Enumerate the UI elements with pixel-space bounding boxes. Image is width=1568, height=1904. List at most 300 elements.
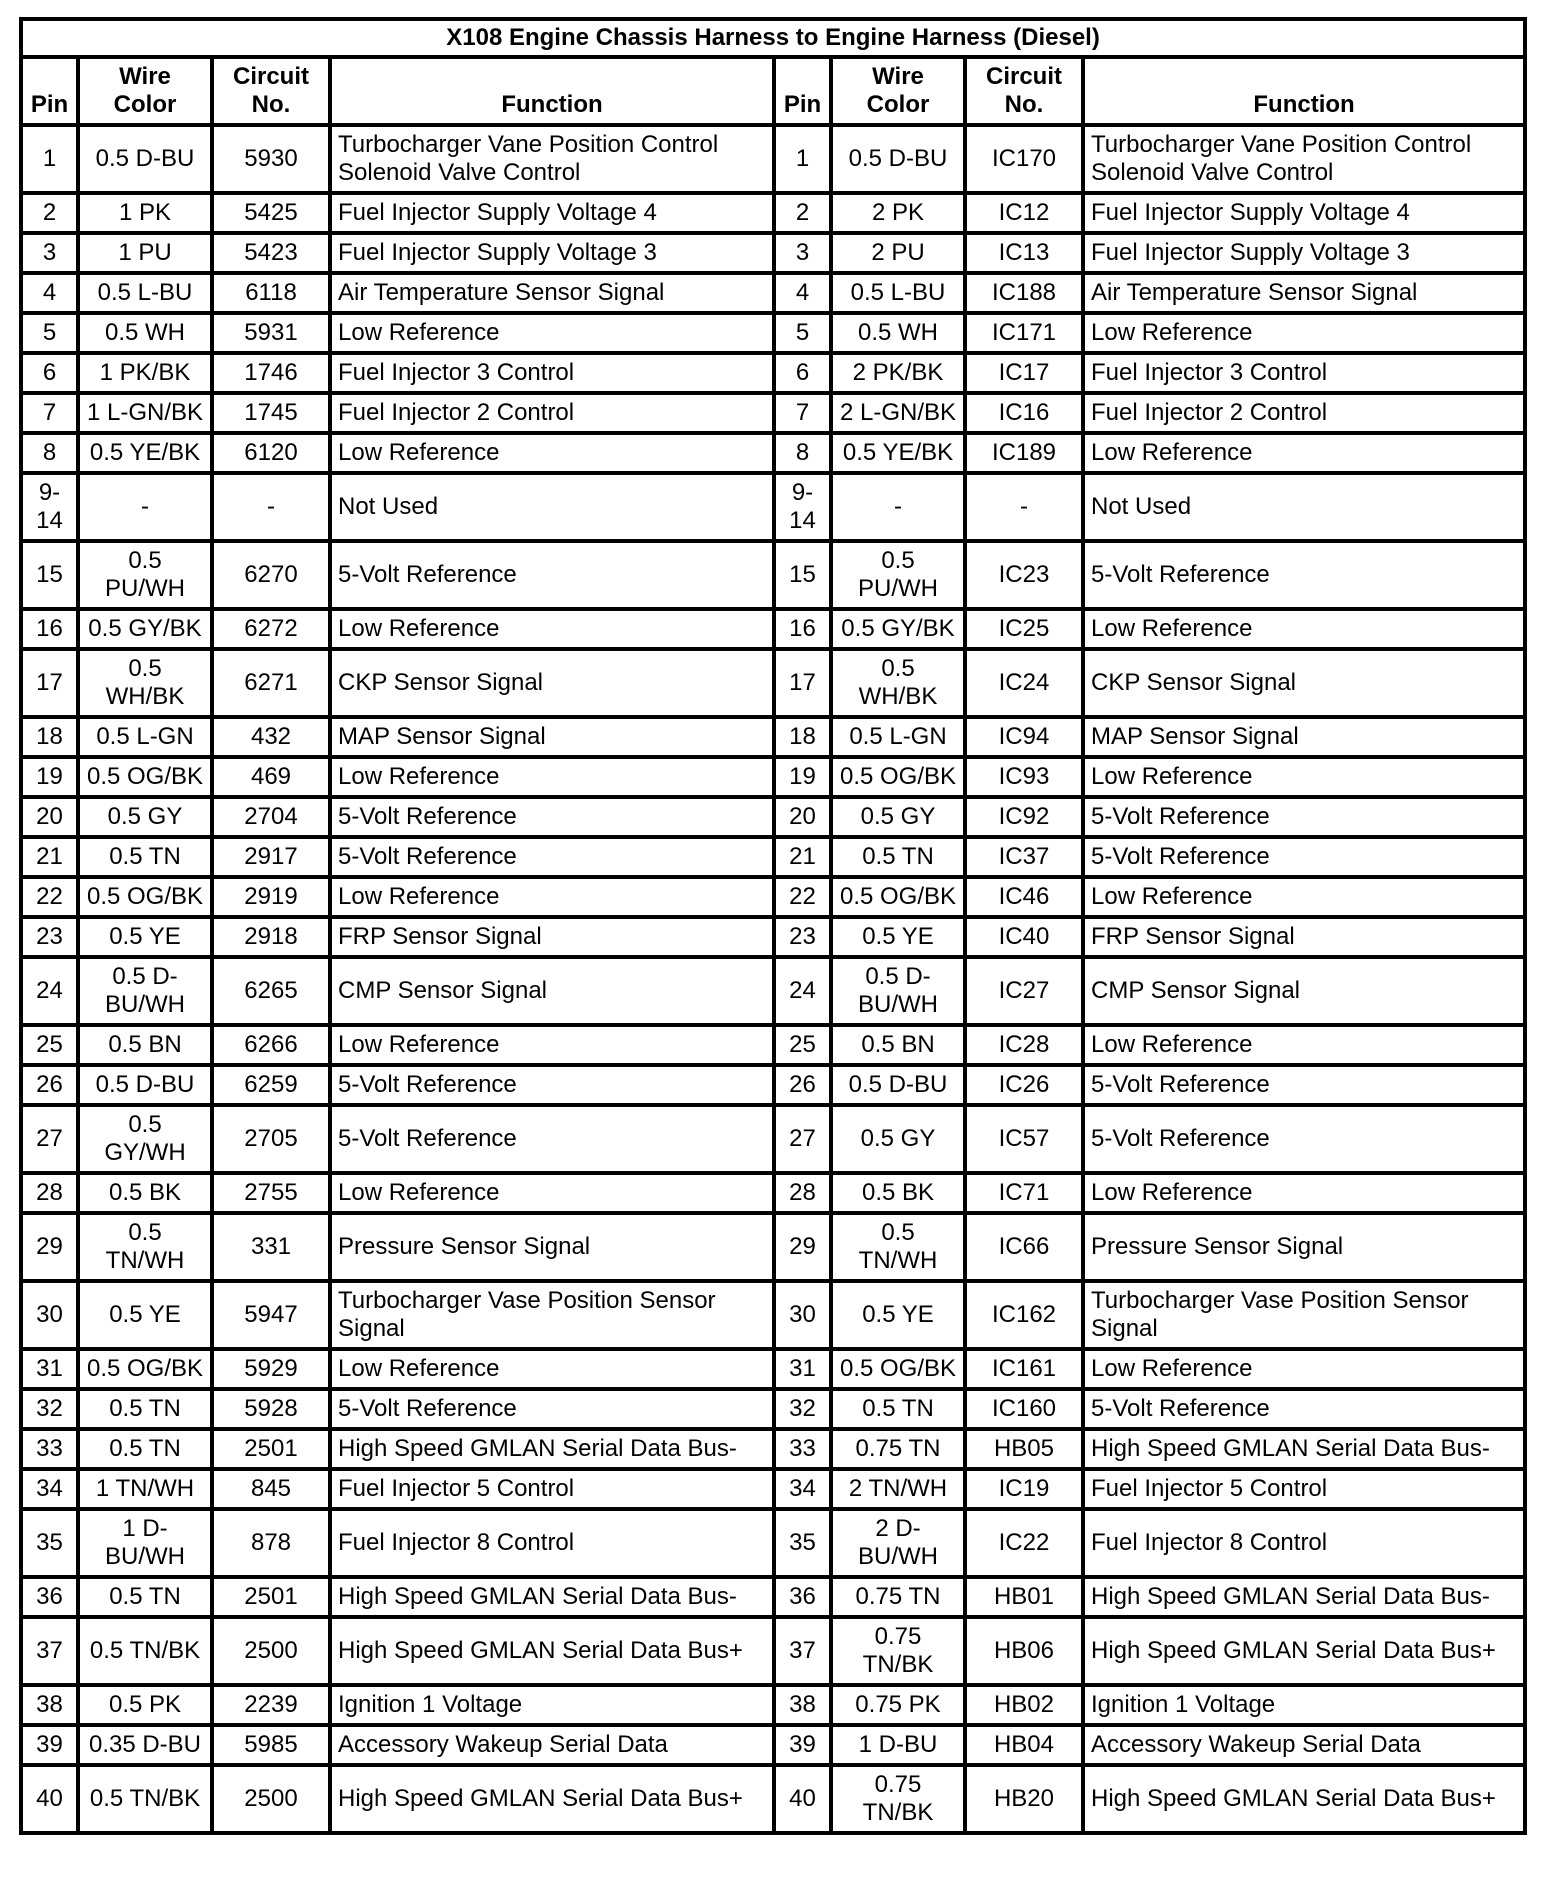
cell-function: Low Reference (1083, 757, 1525, 797)
cell-function: Accessory Wakeup Serial Data (330, 1725, 774, 1765)
cell-circuit-no: HB06 (965, 1617, 1083, 1685)
table-row (21, 1105, 1525, 1173)
cell-pin: 38 (774, 1685, 831, 1725)
cell-pin: 25 (774, 1025, 831, 1065)
cell-wire-color: 0.5 WH (78, 313, 212, 353)
cell-circuit-no: IC27 (965, 957, 1083, 1025)
cell-wire-color: 0.5 TN (78, 1429, 212, 1469)
cell-wire-color: 0.75 TN (831, 1577, 965, 1617)
cell-function: Low Reference (1083, 433, 1525, 473)
cell-pin: 7 (21, 393, 78, 433)
cell-wire-color: 0.75 PK (831, 1685, 965, 1725)
cell-wire-color: 0.75 TN/BK (831, 1617, 965, 1685)
cell-circuit-no: HB20 (965, 1765, 1083, 1833)
cell-function: Turbocharger Vane Position Control Solenoid Valve Control (1083, 125, 1525, 193)
cell-pin: 39 (21, 1725, 78, 1765)
cell-function: Low Reference (330, 1025, 774, 1065)
table-row (21, 313, 1525, 353)
cell-wire-color: 0.5 TN (831, 1389, 965, 1429)
cell-pin: 32 (21, 1389, 78, 1429)
table-row (21, 473, 1525, 541)
cell-circuit-no: 2917 (212, 837, 330, 877)
cell-wire-color: 0.5 GY (78, 797, 212, 837)
cell-function: CMP Sensor Signal (330, 957, 774, 1025)
cell-pin: 15 (774, 541, 831, 609)
table-row (21, 1725, 1525, 1765)
cell-circuit-no: 2705 (212, 1105, 330, 1173)
cell-wire-color: 0.5 WH/BK (78, 649, 212, 717)
header-function: Function (330, 57, 774, 125)
table-row (21, 957, 1525, 1025)
cell-wire-color: 0.5 TN (78, 837, 212, 877)
cell-circuit-no: IC57 (965, 1105, 1083, 1173)
cell-function: 5-Volt Reference (1083, 1389, 1525, 1429)
cell-function: High Speed GMLAN Serial Data Bus- (1083, 1577, 1525, 1617)
cell-circuit-no: IC161 (965, 1349, 1083, 1389)
cell-wire-color: 2 PK/BK (831, 353, 965, 393)
cell-pin: 9-14 (774, 473, 831, 541)
cell-pin: 37 (21, 1617, 78, 1685)
cell-circuit-no: HB05 (965, 1429, 1083, 1469)
cell-function: High Speed GMLAN Serial Data Bus+ (1083, 1765, 1525, 1833)
cell-wire-color: 1 PK (78, 193, 212, 233)
table-row (21, 877, 1525, 917)
cell-pin: 17 (21, 649, 78, 717)
table-body (21, 125, 1525, 1833)
cell-circuit-no: IC13 (965, 233, 1083, 273)
cell-function: CKP Sensor Signal (330, 649, 774, 717)
cell-wire-color: 0.5 TN (78, 1577, 212, 1617)
cell-wire-color: 2 PU (831, 233, 965, 273)
cell-circuit-no: IC17 (965, 353, 1083, 393)
cell-function: Low Reference (330, 1173, 774, 1213)
cell-wire-color: 0.5 OG/BK (78, 877, 212, 917)
cell-wire-color: 0.5 L-BU (831, 273, 965, 313)
cell-pin: 26 (774, 1065, 831, 1105)
cell-circuit-no: 5928 (212, 1389, 330, 1429)
cell-function: Low Reference (330, 609, 774, 649)
cell-pin: 29 (774, 1213, 831, 1281)
table-row (21, 193, 1525, 233)
cell-function: High Speed GMLAN Serial Data Bus+ (330, 1765, 774, 1833)
table-row (21, 353, 1525, 393)
cell-pin: 34 (774, 1469, 831, 1509)
header-function: Function (1083, 57, 1525, 125)
table-row (21, 1349, 1525, 1389)
cell-function: High Speed GMLAN Serial Data Bus- (330, 1429, 774, 1469)
cell-wire-color: 0.5 D-BU (78, 125, 212, 193)
cell-circuit-no: IC26 (965, 1065, 1083, 1105)
cell-circuit-no: IC19 (965, 1469, 1083, 1509)
cell-function: Fuel Injector 2 Control (330, 393, 774, 433)
cell-circuit-no: IC37 (965, 837, 1083, 877)
cell-circuit-no: 2919 (212, 877, 330, 917)
cell-wire-color: 0.5 YE (78, 917, 212, 957)
cell-function: Turbocharger Vase Position Sensor Signal (330, 1281, 774, 1349)
table-row (21, 797, 1525, 837)
table-row (21, 1065, 1525, 1105)
cell-wire-color: 0.5 GY (831, 797, 965, 837)
cell-wire-color: 0.5 D-BU (831, 125, 965, 193)
cell-circuit-no: IC25 (965, 609, 1083, 649)
cell-wire-color: 0.5 D-BU (831, 1065, 965, 1105)
cell-function: MAP Sensor Signal (1083, 717, 1525, 757)
cell-function: 5-Volt Reference (330, 837, 774, 877)
cell-function: High Speed GMLAN Serial Data Bus- (1083, 1429, 1525, 1469)
cell-circuit-no: IC162 (965, 1281, 1083, 1349)
table-row (21, 1389, 1525, 1429)
cell-pin: 30 (774, 1281, 831, 1349)
cell-function: MAP Sensor Signal (330, 717, 774, 757)
cell-function: Low Reference (1083, 1349, 1525, 1389)
cell-function: Air Temperature Sensor Signal (330, 273, 774, 313)
cell-function: 5-Volt Reference (330, 797, 774, 837)
cell-pin: 16 (21, 609, 78, 649)
cell-wire-color: 0.5 TN/BK (78, 1617, 212, 1685)
cell-pin: 37 (774, 1617, 831, 1685)
cell-pin: 18 (21, 717, 78, 757)
cell-function: Not Used (1083, 473, 1525, 541)
cell-pin: 2 (21, 193, 78, 233)
cell-pin: 27 (774, 1105, 831, 1173)
cell-circuit-no: IC66 (965, 1213, 1083, 1281)
cell-function: Low Reference (1083, 1173, 1525, 1213)
cell-pin: 34 (21, 1469, 78, 1509)
cell-pin: 30 (21, 1281, 78, 1349)
cell-circuit-no: 5930 (212, 125, 330, 193)
cell-function: 5-Volt Reference (330, 1105, 774, 1173)
cell-wire-color: 0.5 PU/WH (831, 541, 965, 609)
cell-wire-color: 1 TN/WH (78, 1469, 212, 1509)
cell-pin: 7 (774, 393, 831, 433)
cell-circuit-no: IC16 (965, 393, 1083, 433)
cell-wire-color: 0.5 GY/BK (78, 609, 212, 649)
cell-circuit-no: IC12 (965, 193, 1083, 233)
cell-wire-color: 1 D-BU (831, 1725, 965, 1765)
cell-wire-color: 0.35 D-BU (78, 1725, 212, 1765)
table-row (21, 649, 1525, 717)
cell-function: Fuel Injector 3 Control (330, 353, 774, 393)
cell-pin: 40 (21, 1765, 78, 1833)
cell-function: Fuel Injector 8 Control (1083, 1509, 1525, 1577)
header-wire-color: Wire Color (831, 57, 965, 125)
cell-function: High Speed GMLAN Serial Data Bus+ (1083, 1617, 1525, 1685)
cell-function: Not Used (330, 473, 774, 541)
cell-wire-color: 0.5 TN/BK (78, 1765, 212, 1833)
cell-circuit-no: 2501 (212, 1429, 330, 1469)
cell-function: Fuel Injector 5 Control (330, 1469, 774, 1509)
cell-pin: 38 (21, 1685, 78, 1725)
cell-wire-color: 0.5 D-BU (78, 1065, 212, 1105)
cell-function: Low Reference (1083, 609, 1525, 649)
cell-wire-color: 1 L-GN/BK (78, 393, 212, 433)
cell-function: CKP Sensor Signal (1083, 649, 1525, 717)
cell-wire-color: - (831, 473, 965, 541)
table-row (21, 609, 1525, 649)
cell-wire-color: 0.5 PK (78, 1685, 212, 1725)
cell-pin: 35 (774, 1509, 831, 1577)
cell-function: 5-Volt Reference (1083, 1105, 1525, 1173)
cell-pin: 19 (21, 757, 78, 797)
cell-function: Ignition 1 Voltage (1083, 1685, 1525, 1725)
cell-function: Pressure Sensor Signal (330, 1213, 774, 1281)
cell-wire-color: 0.5 YE/BK (831, 433, 965, 473)
cell-wire-color: 0.5 BN (78, 1025, 212, 1065)
cell-function: Pressure Sensor Signal (1083, 1213, 1525, 1281)
cell-pin: 33 (774, 1429, 831, 1469)
cell-function: Accessory Wakeup Serial Data (1083, 1725, 1525, 1765)
cell-pin: 28 (774, 1173, 831, 1213)
cell-wire-color: 1 PU (78, 233, 212, 273)
cell-circuit-no: 1745 (212, 393, 330, 433)
table-row (21, 1281, 1525, 1349)
cell-wire-color: 0.5 PU/WH (78, 541, 212, 609)
cell-wire-color: - (78, 473, 212, 541)
cell-pin: 39 (774, 1725, 831, 1765)
cell-circuit-no: 2704 (212, 797, 330, 837)
cell-wire-color: 0.5 YE (78, 1281, 212, 1349)
cell-function: CMP Sensor Signal (1083, 957, 1525, 1025)
pinout-table (19, 17, 1527, 1835)
cell-wire-color: 0.5 YE (831, 917, 965, 957)
cell-function: Low Reference (1083, 1025, 1525, 1065)
cell-pin: 6 (21, 353, 78, 393)
cell-function: Low Reference (330, 1349, 774, 1389)
cell-wire-color: 2 L-GN/BK (831, 393, 965, 433)
cell-wire-color: 0.5 YE/BK (78, 433, 212, 473)
cell-wire-color: 0.75 TN/BK (831, 1765, 965, 1833)
cell-function: Fuel Injector 8 Control (330, 1509, 774, 1577)
cell-function: 5-Volt Reference (1083, 1065, 1525, 1105)
cell-wire-color: 2 D-BU/WH (831, 1509, 965, 1577)
cell-pin: 36 (774, 1577, 831, 1617)
table-row (21, 757, 1525, 797)
cell-circuit-no: - (212, 473, 330, 541)
cell-wire-color: 0.5 TN/WH (78, 1213, 212, 1281)
table-row (21, 233, 1525, 273)
cell-pin: 3 (774, 233, 831, 273)
cell-pin: 8 (774, 433, 831, 473)
cell-wire-color: 2 TN/WH (831, 1469, 965, 1509)
cell-wire-color: 2 PK (831, 193, 965, 233)
cell-circuit-no: 6270 (212, 541, 330, 609)
cell-pin: 20 (21, 797, 78, 837)
cell-circuit-no: 2500 (212, 1765, 330, 1833)
table-row (21, 1577, 1525, 1617)
cell-wire-color: 0.5 WH/BK (831, 649, 965, 717)
cell-pin: 5 (774, 313, 831, 353)
cell-pin: 2 (774, 193, 831, 233)
cell-wire-color: 1 D-BU/WH (78, 1509, 212, 1577)
cell-circuit-no: 6265 (212, 957, 330, 1025)
cell-circuit-no: 5985 (212, 1725, 330, 1765)
cell-function: 5-Volt Reference (1083, 541, 1525, 609)
cell-pin: 21 (774, 837, 831, 877)
cell-circuit-no: 878 (212, 1509, 330, 1577)
cell-circuit-no: 2918 (212, 917, 330, 957)
table-row (21, 433, 1525, 473)
cell-pin: 6 (774, 353, 831, 393)
cell-circuit-no: HB01 (965, 1577, 1083, 1617)
cell-circuit-no: HB02 (965, 1685, 1083, 1725)
cell-pin: 35 (21, 1509, 78, 1577)
header-wire-color: Wire Color (78, 57, 212, 125)
cell-function: Air Temperature Sensor Signal (1083, 273, 1525, 313)
cell-pin: 25 (21, 1025, 78, 1065)
cell-wire-color: 0.5 OG/BK (831, 1349, 965, 1389)
cell-function: High Speed GMLAN Serial Data Bus- (330, 1577, 774, 1617)
table-row (21, 837, 1525, 877)
table-row (21, 1213, 1525, 1281)
cell-function: Fuel Injector Supply Voltage 4 (1083, 193, 1525, 233)
cell-circuit-no: IC24 (965, 649, 1083, 717)
cell-pin: 24 (774, 957, 831, 1025)
cell-wire-color: 0.5 BK (78, 1173, 212, 1213)
cell-pin: 36 (21, 1577, 78, 1617)
cell-circuit-no: IC22 (965, 1509, 1083, 1577)
cell-circuit-no: 6259 (212, 1065, 330, 1105)
cell-pin: 21 (21, 837, 78, 877)
cell-wire-color: 0.5 GY/BK (831, 609, 965, 649)
cell-circuit-no: IC188 (965, 273, 1083, 313)
cell-circuit-no: IC23 (965, 541, 1083, 609)
cell-pin: 29 (21, 1213, 78, 1281)
cell-pin: 18 (774, 717, 831, 757)
table-row (21, 1509, 1525, 1577)
cell-wire-color: 0.5 D-BU/WH (831, 957, 965, 1025)
cell-circuit-no: IC92 (965, 797, 1083, 837)
header-circuit-no: Circuit No. (212, 57, 330, 125)
cell-circuit-no: 5947 (212, 1281, 330, 1349)
cell-pin: 23 (774, 917, 831, 957)
table-row (21, 1617, 1525, 1685)
cell-pin: 31 (21, 1349, 78, 1389)
cell-wire-color: 0.5 YE (831, 1281, 965, 1349)
cell-wire-color: 0.5 OG/BK (831, 757, 965, 797)
table-row (21, 917, 1525, 957)
cell-function: Ignition 1 Voltage (330, 1685, 774, 1725)
cell-function: Fuel Injector Supply Voltage 4 (330, 193, 774, 233)
cell-circuit-no: IC93 (965, 757, 1083, 797)
cell-wire-color: 0.5 OG/BK (78, 1349, 212, 1389)
cell-pin: 4 (774, 273, 831, 313)
cell-wire-color: 0.5 TN/WH (831, 1213, 965, 1281)
cell-pin: 15 (21, 541, 78, 609)
cell-circuit-no: HB04 (965, 1725, 1083, 1765)
table-row (21, 1469, 1525, 1509)
cell-function: Low Reference (330, 877, 774, 917)
cell-pin: 9-14 (21, 473, 78, 541)
cell-pin: 24 (21, 957, 78, 1025)
cell-circuit-no: IC94 (965, 717, 1083, 757)
cell-function: Turbocharger Vane Position Control Solenoid Valve Control (330, 125, 774, 193)
cell-function: Fuel Injector Supply Voltage 3 (1083, 233, 1525, 273)
cell-wire-color: 0.5 GY (831, 1105, 965, 1173)
cell-wire-color: 0.5 TN (831, 837, 965, 877)
header-pin: Pin (774, 57, 831, 125)
cell-wire-color: 0.5 TN (78, 1389, 212, 1429)
cell-circuit-no: IC170 (965, 125, 1083, 193)
cell-wire-color: 0.5 GY/WH (78, 1105, 212, 1173)
cell-circuit-no: IC171 (965, 313, 1083, 353)
cell-function: 5-Volt Reference (1083, 837, 1525, 877)
cell-pin: 28 (21, 1173, 78, 1213)
cell-function: Turbocharger Vase Position Sensor Signal (1083, 1281, 1525, 1349)
cell-pin: 3 (21, 233, 78, 273)
header-pin: Pin (21, 57, 78, 125)
cell-circuit-no: 1746 (212, 353, 330, 393)
cell-wire-color: 0.5 WH (831, 313, 965, 353)
cell-circuit-no: IC46 (965, 877, 1083, 917)
table-row (21, 393, 1525, 433)
table-row (21, 541, 1525, 609)
cell-wire-color: 0.5 BK (831, 1173, 965, 1213)
cell-circuit-no: 6120 (212, 433, 330, 473)
cell-pin: 26 (21, 1065, 78, 1105)
table-row (21, 1765, 1525, 1833)
cell-circuit-no: 2500 (212, 1617, 330, 1685)
cell-pin: 1 (774, 125, 831, 193)
cell-circuit-no: 5425 (212, 193, 330, 233)
cell-pin: 22 (774, 877, 831, 917)
cell-wire-color: 0.5 L-GN (831, 717, 965, 757)
cell-function: Low Reference (330, 313, 774, 353)
cell-function: Low Reference (330, 433, 774, 473)
cell-pin: 40 (774, 1765, 831, 1833)
cell-function: 5-Volt Reference (1083, 797, 1525, 837)
cell-function: Low Reference (1083, 877, 1525, 917)
table-row (21, 273, 1525, 313)
cell-circuit-no: 845 (212, 1469, 330, 1509)
cell-circuit-no: 331 (212, 1213, 330, 1281)
cell-circuit-no: IC189 (965, 433, 1083, 473)
cell-circuit-no: - (965, 473, 1083, 541)
cell-wire-color: 1 PK/BK (78, 353, 212, 393)
cell-wire-color: 0.5 L-GN (78, 717, 212, 757)
cell-circuit-no: 6271 (212, 649, 330, 717)
cell-circuit-no: IC160 (965, 1389, 1083, 1429)
cell-wire-color: 0.5 OG/BK (78, 757, 212, 797)
cell-wire-color: 0.5 OG/BK (831, 877, 965, 917)
table-title: X108 Engine Chassis Harness to Engine Harness (Diesel) (21, 19, 1525, 57)
cell-pin: 1 (21, 125, 78, 193)
cell-function: 5-Volt Reference (330, 1389, 774, 1429)
cell-function: Low Reference (1083, 313, 1525, 353)
cell-circuit-no: 6266 (212, 1025, 330, 1065)
cell-function: FRP Sensor Signal (330, 917, 774, 957)
cell-pin: 16 (774, 609, 831, 649)
cell-function: Fuel Injector 5 Control (1083, 1469, 1525, 1509)
table-row (21, 1025, 1525, 1065)
cell-circuit-no: 5931 (212, 313, 330, 353)
cell-function: Fuel Injector 2 Control (1083, 393, 1525, 433)
cell-circuit-no: IC40 (965, 917, 1083, 957)
pinout-table-container (19, 17, 1523, 1835)
cell-circuit-no: IC28 (965, 1025, 1083, 1065)
cell-wire-color: 0.5 L-BU (78, 273, 212, 313)
cell-function: Fuel Injector 3 Control (1083, 353, 1525, 393)
table-row (21, 717, 1525, 757)
table-row (21, 1685, 1525, 1725)
cell-pin: 5 (21, 313, 78, 353)
cell-pin: 22 (21, 877, 78, 917)
cell-circuit-no: 432 (212, 717, 330, 757)
cell-pin: 17 (774, 649, 831, 717)
cell-circuit-no: 5423 (212, 233, 330, 273)
cell-function: 5-Volt Reference (330, 541, 774, 609)
cell-pin: 20 (774, 797, 831, 837)
cell-function: Low Reference (330, 757, 774, 797)
